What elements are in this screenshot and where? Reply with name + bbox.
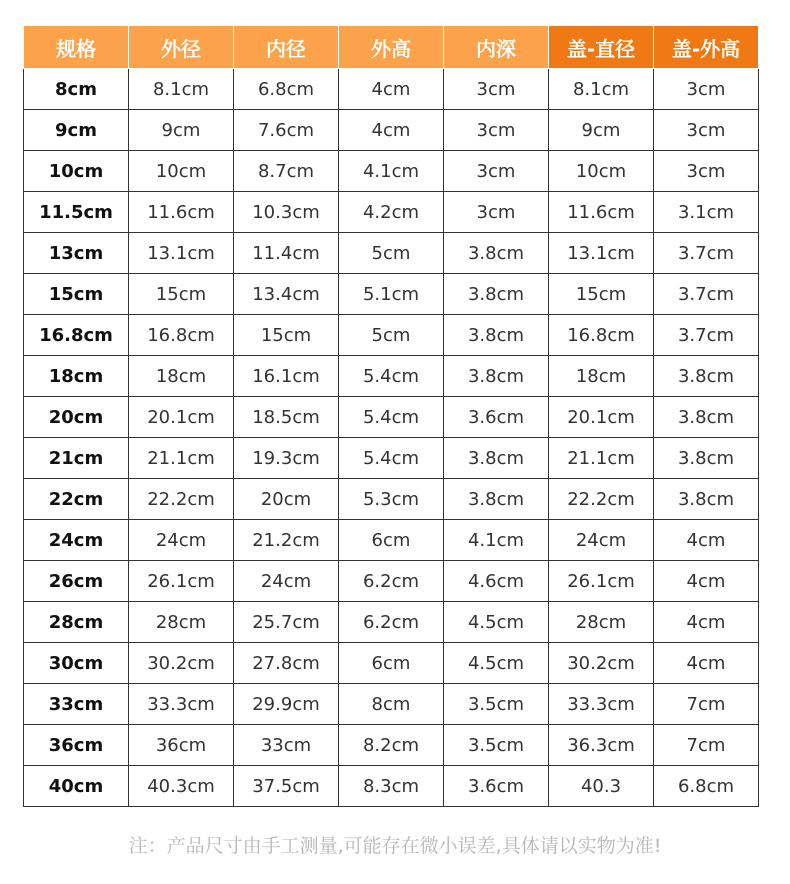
cell-spec: 10cm (24, 151, 129, 192)
table-row (24, 479, 759, 520)
cell-outer-height: 5.1cm (339, 274, 444, 315)
cell-outer-height: 4.2cm (339, 192, 444, 233)
cell-outer-diameter: 16.8cm (129, 315, 234, 356)
table-row (24, 192, 759, 233)
cell-lid-diameter: 22.2cm (549, 479, 654, 520)
cell-lid-outer-height: 3cm (654, 151, 759, 192)
cell-inner-depth: 3cm (444, 69, 549, 110)
table-row (24, 643, 759, 684)
cell-outer-height: 8.2cm (339, 725, 444, 766)
table-row (24, 69, 759, 110)
cell-lid-diameter: 11.6cm (549, 192, 654, 233)
cell-spec: 16.8cm (24, 315, 129, 356)
size-table (23, 25, 759, 807)
cell-outer-height: 6.2cm (339, 561, 444, 602)
cell-outer-height: 5.4cm (339, 356, 444, 397)
table-row (24, 520, 759, 561)
cell-lid-outer-height: 3.8cm (654, 356, 759, 397)
table-row (24, 315, 759, 356)
cell-outer-diameter: 8.1cm (129, 69, 234, 110)
cell-lid-outer-height: 3.7cm (654, 274, 759, 315)
cell-lid-outer-height: 3.8cm (654, 397, 759, 438)
cell-lid-outer-height: 3.8cm (654, 479, 759, 520)
cell-lid-outer-height: 7cm (654, 684, 759, 725)
table-row (24, 602, 759, 643)
cell-inner-diameter: 24cm (234, 561, 339, 602)
cell-lid-diameter: 16.8cm (549, 315, 654, 356)
cell-lid-diameter: 10cm (549, 151, 654, 192)
measurement-note: 注：产品尺寸由手工测量,可能存在微小误差,具体请以实物为准! (128, 835, 662, 857)
header-outer-diameter: 外径 (129, 26, 234, 69)
table-row (24, 356, 759, 397)
cell-lid-diameter: 18cm (549, 356, 654, 397)
header-inner-diameter: 内径 (234, 26, 339, 69)
cell-lid-outer-height: 4cm (654, 561, 759, 602)
cell-lid-outer-height: 3.7cm (654, 315, 759, 356)
cell-inner-diameter: 27.8cm (234, 643, 339, 684)
cell-inner-depth: 3.8cm (444, 438, 549, 479)
cell-inner-depth: 3.8cm (444, 274, 549, 315)
table-row (24, 684, 759, 725)
cell-lid-outer-height: 6.8cm (654, 766, 759, 807)
cell-inner-diameter: 13.4cm (234, 274, 339, 315)
cell-lid-diameter: 21.1cm (549, 438, 654, 479)
cell-inner-diameter: 10.3cm (234, 192, 339, 233)
cell-outer-height: 5.4cm (339, 438, 444, 479)
cell-outer-diameter: 20.1cm (129, 397, 234, 438)
cell-inner-depth: 3.8cm (444, 479, 549, 520)
table-row (24, 397, 759, 438)
cell-lid-diameter: 30.2cm (549, 643, 654, 684)
cell-lid-diameter: 33.3cm (549, 684, 654, 725)
cell-inner-diameter: 7.6cm (234, 110, 339, 151)
cell-spec: 21cm (24, 438, 129, 479)
table-row (24, 233, 759, 274)
cell-inner-diameter: 6.8cm (234, 69, 339, 110)
cell-lid-diameter: 13.1cm (549, 233, 654, 274)
cell-outer-height: 6cm (339, 643, 444, 684)
cell-spec: 15cm (24, 274, 129, 315)
cell-outer-height: 5cm (339, 233, 444, 274)
cell-inner-diameter: 25.7cm (234, 602, 339, 643)
cell-spec: 9cm (24, 110, 129, 151)
cell-outer-diameter: 15cm (129, 274, 234, 315)
cell-inner-depth: 3cm (444, 192, 549, 233)
cell-spec: 13cm (24, 233, 129, 274)
cell-outer-height: 5.3cm (339, 479, 444, 520)
cell-outer-height: 4cm (339, 110, 444, 151)
cell-outer-diameter: 36cm (129, 725, 234, 766)
cell-outer-diameter: 24cm (129, 520, 234, 561)
cell-lid-diameter: 9cm (549, 110, 654, 151)
cell-lid-outer-height: 3cm (654, 110, 759, 151)
cell-outer-height: 4cm (339, 69, 444, 110)
cell-inner-diameter: 20cm (234, 479, 339, 520)
cell-inner-diameter: 21.2cm (234, 520, 339, 561)
cell-inner-diameter: 37.5cm (234, 766, 339, 807)
cell-lid-outer-height: 4cm (654, 520, 759, 561)
cell-spec: 11.5cm (24, 192, 129, 233)
cell-inner-depth: 3.8cm (444, 356, 549, 397)
cell-spec: 33cm (24, 684, 129, 725)
cell-outer-diameter: 10cm (129, 151, 234, 192)
cell-outer-height: 6.2cm (339, 602, 444, 643)
cell-lid-diameter: 40.3 (549, 766, 654, 807)
cell-spec: 8cm (24, 69, 129, 110)
cell-inner-diameter: 18.5cm (234, 397, 339, 438)
cell-outer-height: 4.1cm (339, 151, 444, 192)
cell-outer-height: 6cm (339, 520, 444, 561)
cell-lid-outer-height: 3.7cm (654, 233, 759, 274)
cell-inner-depth: 3cm (444, 110, 549, 151)
cell-inner-depth: 3.8cm (444, 233, 549, 274)
cell-inner-depth: 3.8cm (444, 315, 549, 356)
cell-outer-diameter: 40.3cm (129, 766, 234, 807)
table-row (24, 110, 759, 151)
table-row (24, 438, 759, 479)
cell-outer-diameter: 26.1cm (129, 561, 234, 602)
cell-spec: 40cm (24, 766, 129, 807)
header-lid-diameter: 盖-直径 (549, 26, 654, 69)
cell-inner-depth: 3.6cm (444, 397, 549, 438)
cell-outer-diameter: 30.2cm (129, 643, 234, 684)
cell-spec: 24cm (24, 520, 129, 561)
cell-spec: 20cm (24, 397, 129, 438)
table-body (24, 69, 759, 807)
size-table-container (23, 25, 759, 807)
table-row (24, 561, 759, 602)
cell-spec: 28cm (24, 602, 129, 643)
cell-outer-diameter: 11.6cm (129, 192, 234, 233)
cell-outer-height: 5cm (339, 315, 444, 356)
header-spec: 规格 (24, 26, 129, 69)
cell-inner-diameter: 8.7cm (234, 151, 339, 192)
cell-inner-depth: 4.6cm (444, 561, 549, 602)
cell-outer-diameter: 18cm (129, 356, 234, 397)
cell-lid-diameter: 28cm (549, 602, 654, 643)
cell-lid-diameter: 24cm (549, 520, 654, 561)
cell-inner-depth: 3.5cm (444, 725, 549, 766)
cell-inner-diameter: 16.1cm (234, 356, 339, 397)
cell-inner-depth: 4.1cm (444, 520, 549, 561)
cell-lid-diameter: 8.1cm (549, 69, 654, 110)
cell-inner-depth: 4.5cm (444, 602, 549, 643)
cell-lid-outer-height: 3.1cm (654, 192, 759, 233)
cell-spec: 22cm (24, 479, 129, 520)
cell-outer-diameter: 22.2cm (129, 479, 234, 520)
header-outer-height: 外高 (339, 26, 444, 69)
cell-inner-depth: 3cm (444, 151, 549, 192)
table-row (24, 766, 759, 807)
cell-spec: 30cm (24, 643, 129, 684)
cell-inner-depth: 3.6cm (444, 766, 549, 807)
cell-lid-diameter: 20.1cm (549, 397, 654, 438)
cell-lid-diameter: 15cm (549, 274, 654, 315)
cell-inner-diameter: 33cm (234, 725, 339, 766)
cell-spec: 18cm (24, 356, 129, 397)
cell-lid-outer-height: 7cm (654, 725, 759, 766)
cell-outer-diameter: 21.1cm (129, 438, 234, 479)
cell-inner-diameter: 11.4cm (234, 233, 339, 274)
table-row (24, 274, 759, 315)
cell-inner-depth: 4.5cm (444, 643, 549, 684)
cell-outer-height: 8.3cm (339, 766, 444, 807)
cell-inner-depth: 3.5cm (444, 684, 549, 725)
cell-lid-outer-height: 3.8cm (654, 438, 759, 479)
table-header-row (24, 26, 759, 69)
cell-lid-diameter: 26.1cm (549, 561, 654, 602)
cell-outer-diameter: 28cm (129, 602, 234, 643)
cell-inner-diameter: 15cm (234, 315, 339, 356)
cell-lid-outer-height: 4cm (654, 643, 759, 684)
cell-spec: 36cm (24, 725, 129, 766)
cell-outer-diameter: 9cm (129, 110, 234, 151)
cell-inner-diameter: 29.9cm (234, 684, 339, 725)
cell-spec: 26cm (24, 561, 129, 602)
cell-outer-height: 5.4cm (339, 397, 444, 438)
cell-lid-outer-height: 3cm (654, 69, 759, 110)
table-row (24, 151, 759, 192)
cell-lid-diameter: 36.3cm (549, 725, 654, 766)
cell-lid-outer-height: 4cm (654, 602, 759, 643)
cell-outer-diameter: 13.1cm (129, 233, 234, 274)
table-row (24, 725, 759, 766)
header-inner-depth: 内深 (444, 26, 549, 69)
cell-outer-height: 8cm (339, 684, 444, 725)
cell-inner-diameter: 19.3cm (234, 438, 339, 479)
header-lid-outer-height: 盖-外高 (654, 26, 759, 69)
cell-outer-diameter: 33.3cm (129, 684, 234, 725)
